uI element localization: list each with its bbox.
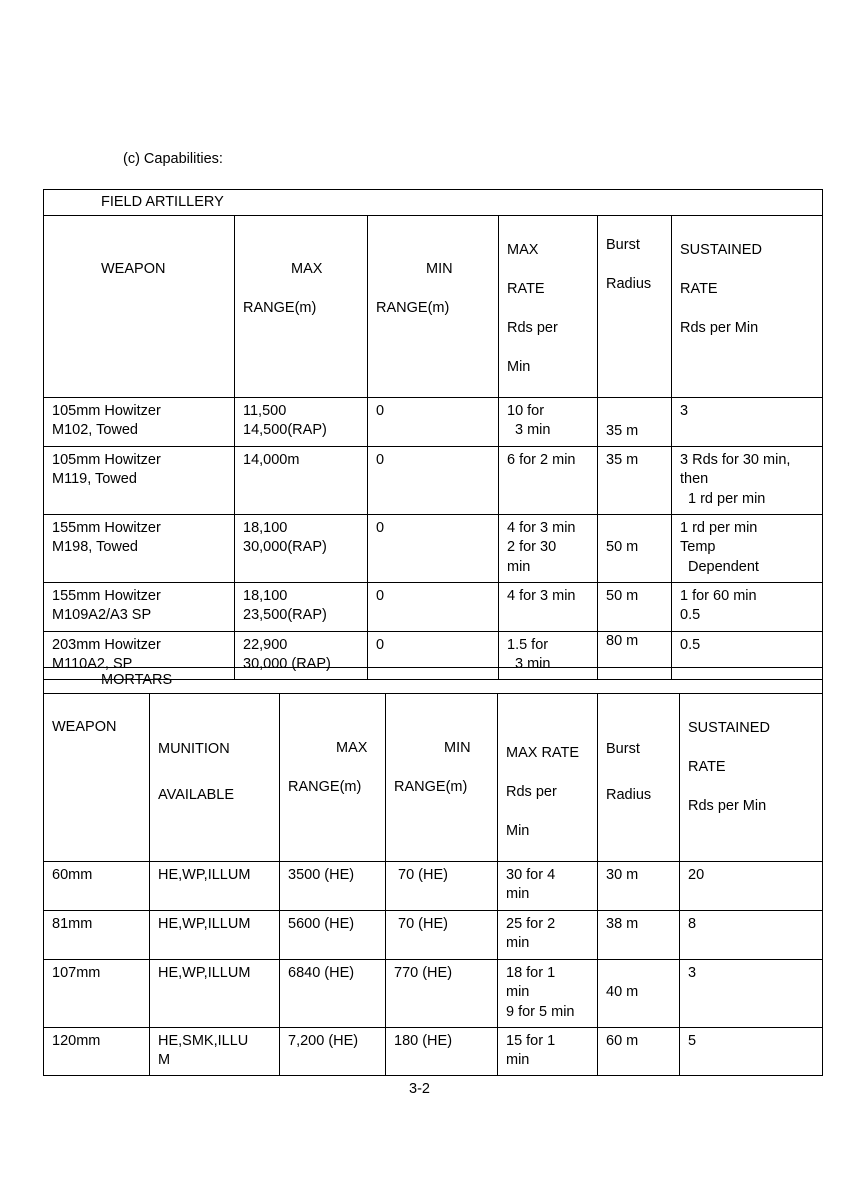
max-range-cell: 3500 (HE) (280, 861, 386, 910)
burst-radius-cell: 30 m (598, 861, 680, 910)
burst-radius-cell: 35 m (598, 446, 672, 514)
sustained-rate-cell: 8 (680, 910, 823, 959)
max-rate-cell: 4 for 3 min (499, 582, 598, 631)
max-rate-cell: 10 for 3 min (499, 397, 598, 446)
sustained-rate-cell: 3 (672, 397, 823, 446)
header-sustained-rate: SUSTAINED RATE Rds per Min (680, 694, 823, 862)
max-rate-cell: 1.5 for 3 min (499, 631, 598, 679)
table-row (44, 910, 823, 959)
max-range-cell: 7,200 (HE) (280, 1027, 386, 1075)
table-row (44, 446, 823, 514)
munition-cell: HE,WP,ILLUM (150, 910, 280, 959)
burst-radius-cell: 80 m (598, 631, 672, 679)
table-row (44, 861, 823, 910)
min-range-cell: 0 (368, 514, 499, 582)
table-row (44, 959, 823, 1027)
header-min-range: MIN RANGE(m) (386, 694, 498, 862)
min-range-cell: 70 (HE) (386, 910, 498, 959)
max-range-cell: 6840 (HE) (280, 959, 386, 1027)
header-munition: MUNITION AVAILABLE (150, 694, 280, 862)
sustained-rate-cell: 5 (680, 1027, 823, 1075)
table-row (44, 397, 823, 446)
max-rate-cell: 6 for 2 min (499, 446, 598, 514)
header-max-rate: MAX RATE Rds per Min (498, 694, 598, 862)
section-caption: (c) Capabilities: (123, 151, 223, 167)
burst-radius-cell: 40 m (598, 959, 680, 1027)
header-min-range: MIN RANGE(m) (368, 216, 499, 398)
min-range-cell: 70 (HE) (386, 861, 498, 910)
header-row (44, 216, 823, 398)
page-number: 3-2 (409, 1081, 430, 1097)
mortars-table (43, 667, 823, 1076)
max-range-cell: 5600 (HE) (280, 910, 386, 959)
min-range-cell: 0 (368, 397, 499, 446)
sustained-rate-cell: 20 (680, 861, 823, 910)
burst-radius-cell: 60 m (598, 1027, 680, 1075)
header-row (44, 694, 823, 862)
table-row (44, 1027, 823, 1075)
sustained-rate-cell: 3 Rds for 30 min, then 1 rd per min (672, 446, 823, 514)
weapon-cell: 120mm (44, 1027, 150, 1075)
munition-cell: HE,WP,ILLUM (150, 861, 280, 910)
max-range-cell: 14,000m (235, 446, 368, 514)
header-weapon: WEAPON (44, 694, 150, 862)
table-row (44, 582, 823, 631)
header-burst-radius: Burst Radius (598, 216, 672, 398)
weapon-cell: 155mm Howitzer M198, Towed (44, 514, 235, 582)
sustained-rate-cell: 1 rd per min Temp Dependent (672, 514, 823, 582)
table-title: FIELD ARTILLERY (44, 190, 823, 216)
sustained-rate-cell: 0.5 (672, 631, 823, 679)
min-range-cell: 0 (368, 446, 499, 514)
max-rate-cell: 18 for 1 min 9 for 5 min (498, 959, 598, 1027)
max-rate-cell: 30 for 4 min (498, 861, 598, 910)
max-range-cell: 18,100 30,000(RAP) (235, 514, 368, 582)
weapon-cell: 105mm Howitzer M119, Towed (44, 446, 235, 514)
weapon-cell: 60mm (44, 861, 150, 910)
max-range-cell: 18,100 23,500(RAP) (235, 582, 368, 631)
max-rate-cell: 15 for 1 min (498, 1027, 598, 1075)
header-max-rate: MAX RATE Rds per Min (499, 216, 598, 398)
weapon-cell: 203mm Howitzer M110A2, SP (44, 631, 235, 679)
table-row (44, 514, 823, 582)
max-rate-cell: 4 for 3 min 2 for 30 min (499, 514, 598, 582)
munition-cell: HE,WP,ILLUM (150, 959, 280, 1027)
burst-radius-cell: 50 m (598, 582, 672, 631)
weapon-cell: 107mm (44, 959, 150, 1027)
min-range-cell: 0 (368, 582, 499, 631)
max-range-cell: 22,900 30,000 (RAP) (235, 631, 368, 679)
min-range-cell: 180 (HE) (386, 1027, 498, 1075)
header-burst-radius: Burst Radius (598, 694, 680, 862)
burst-radius-cell: 35 m (598, 397, 672, 446)
weapon-cell: 155mm Howitzer M109A2/A3 SP (44, 582, 235, 631)
max-range-cell: 11,500 14,500(RAP) (235, 397, 368, 446)
header-weapon: WEAPON (44, 216, 235, 398)
munition-cell: HE,SMK,ILLU M (150, 1027, 280, 1075)
field-artillery-table (43, 189, 823, 680)
table-title: MORTARS (44, 668, 823, 694)
sustained-rate-cell: 1 for 60 min 0.5 (672, 582, 823, 631)
max-rate-cell: 25 for 2 min (498, 910, 598, 959)
sustained-rate-cell: 3 (680, 959, 823, 1027)
header-max-range: MAX RANGE(m) (235, 216, 368, 398)
burst-radius-cell: 38 m (598, 910, 680, 959)
weapon-cell: 105mm Howitzer M102, Towed (44, 397, 235, 446)
header-sustained-rate: SUSTAINED RATE Rds per Min (672, 216, 823, 398)
weapon-cell: 81mm (44, 910, 150, 959)
min-range-cell: 0 (368, 631, 499, 679)
burst-radius-cell: 50 m (598, 514, 672, 582)
min-range-cell: 770 (HE) (386, 959, 498, 1027)
header-max-range: MAX RANGE(m) (280, 694, 386, 862)
